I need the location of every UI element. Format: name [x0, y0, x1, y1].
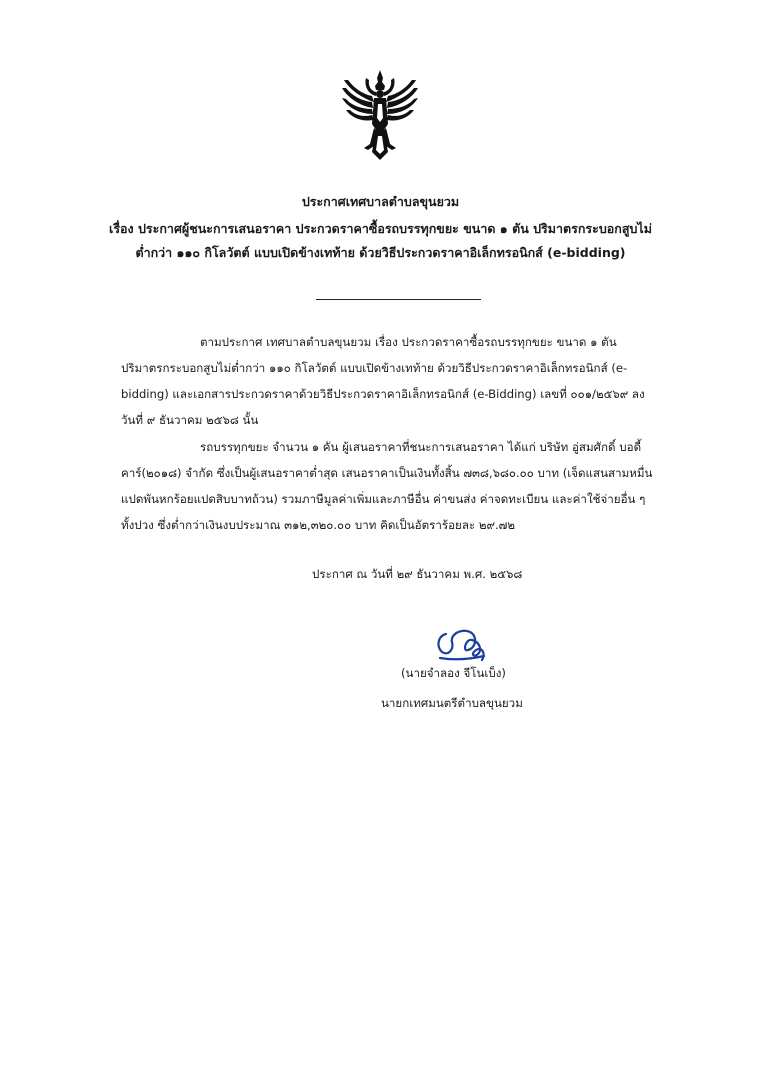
body-line: รถบรรทุกขยะ จำนวน ๑ คัน ผู้เสนอราคาที่ชนะการเสนอราคา ได้แก่ บริษัท อู่สมศักดิ์ บอดี้: [200, 440, 642, 454]
signatory-position: นายกเทศมนตรีตำบลขุนยวม: [381, 696, 523, 710]
header-divider: [316, 299, 481, 300]
handwritten-signature: [432, 624, 492, 668]
announcement-agency-title: ประกาศเทศบาลตำบลขุนยวม: [301, 194, 460, 209]
announcement-subject-line-2: ต่ำกว่า ๑๑๐ กิโลวัตต์ แบบเปิดข้างเทท้าย ด้วยวิธีประกวดราคาอิเล็กทรอนิกส์ (e-bidding): [135, 245, 626, 260]
signatory-name: (นายจำลอง จีโนเบ็ง): [401, 666, 506, 680]
garuda-emblem-icon: [340, 68, 420, 162]
body-line: วันที่ ๙ ธันวาคม ๒๕๖๘ นั้น: [121, 413, 259, 427]
body-line: ทั้งปวง ซึ่งต่ำกว่าเงินงบประมาณ ๓๑๒,๓๒๐.๐๐ บาท คิดเป็นอัตราร้อยละ ๒๙.๗๒: [121, 518, 516, 532]
announcement-subject-line-1: เรื่อง ประกาศผู้ชนะการเสนอราคา ประกวดราคาซื้อรถบรรทุกขยะ ขนาด ๑ ตัน ปริมาตรกระบอกสูบไม่: [109, 221, 652, 236]
body-line: ปริมาตรกระบอกสูบไม่ต่ำกว่า ๑๑๐ กิโลวัตต์ แบบเปิดข้างเทท้าย ด้วยวิธีประกวดราคาอิเล็กทรอนิกส์ (e-: [121, 361, 628, 375]
body-line: bidding) และเอกสารประกวดราคาด้วยวิธีประกวดราคาอิเล็กทรอนิกส์ (e-Bidding) เลขที่ ๐๐๑/๒๕๖๙ ลง: [121, 387, 645, 401]
body-line: คาร์(๒๐๑๘) จำกัด ซึ่งเป็นผู้เสนอราคาต่ำสุด เสนอราคาเป็นเงินทั้งสิ้น ๗๓๘,๖๘๐.๐๐ บาท (เจ็ดแสนสามหมื่น: [121, 466, 653, 480]
announcement-date: ประกาศ ณ วันที่ ๒๙ ธันวาคม พ.ศ. ๒๕๖๘: [312, 567, 523, 581]
body-line: ตามประกาศ เทศบาลตำบลขุนยวม เรื่อง ประกวดราคาซื้อรถบรรทุกขยะ ขนาด ๑ ตัน: [200, 335, 617, 349]
body-line: แปดพันหกร้อยแปดสิบบาทถ้วน) รวมภาษีมูลค่าเพิ่มและภาษีอื่น ค่าขนส่ง ค่าจดทะเบียน และค่าใช้จ่ายอื่น ๆ: [121, 492, 646, 506]
